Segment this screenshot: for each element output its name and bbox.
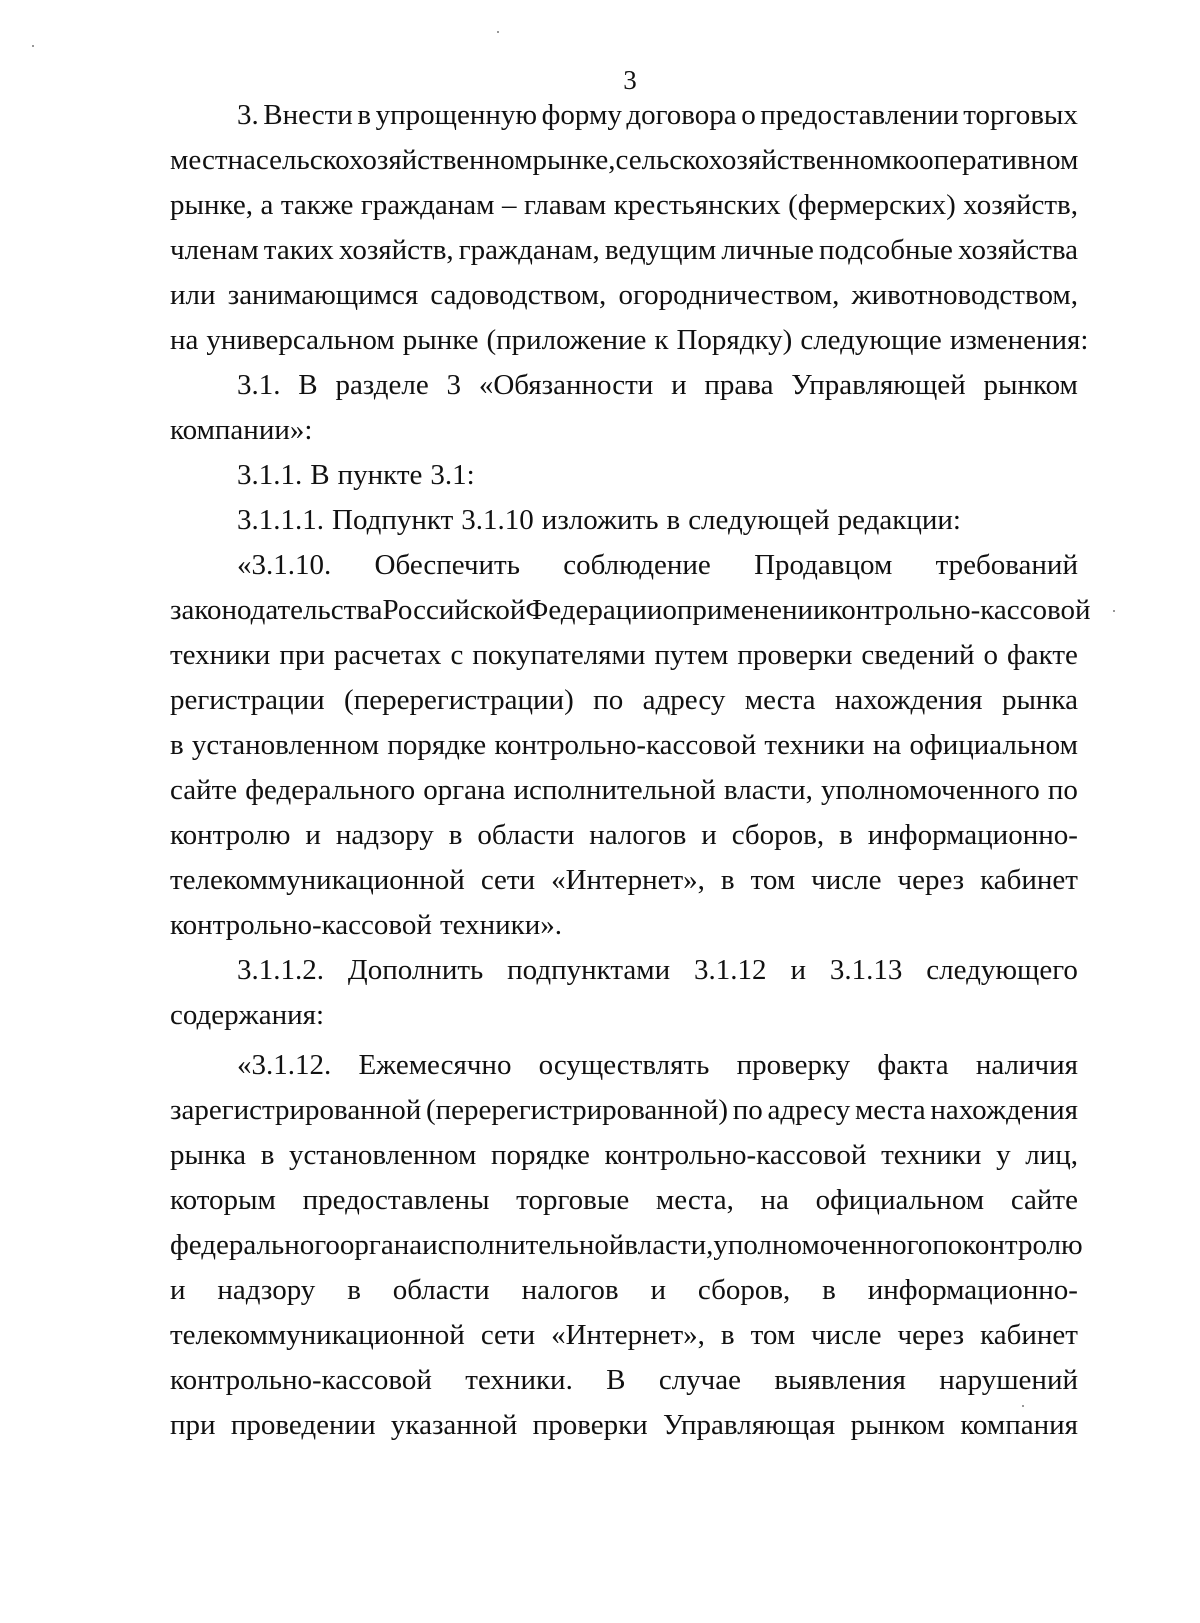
word: рынком — [850, 1409, 945, 1441]
word: изложить — [541, 504, 659, 536]
text-line — [170, 592, 1091, 628]
word: факте — [1007, 639, 1078, 671]
word: Федерации — [525, 594, 663, 626]
scan-speck — [1113, 610, 1115, 612]
word: с — [450, 639, 464, 671]
word: изменения: — [949, 324, 1089, 356]
word: надзору — [217, 1274, 316, 1306]
word: в — [822, 1274, 836, 1306]
word: техники — [881, 1139, 982, 1171]
word: контрольно-кассовой — [604, 1139, 867, 1171]
word: (фермерских) — [788, 189, 956, 221]
word: расчетах — [333, 639, 442, 671]
word: указанной — [390, 1409, 518, 1441]
word: надзору — [335, 819, 434, 851]
word: садоводством, — [430, 279, 607, 311]
word: упрощенную — [375, 99, 538, 131]
text-line — [170, 142, 1078, 178]
word: контрольно-кассовой — [170, 909, 432, 941]
word: том — [750, 1319, 796, 1351]
word: «Интернет», — [551, 1319, 705, 1351]
word: сборов, — [697, 1274, 791, 1306]
word: сети — [480, 1319, 536, 1351]
word: сведений — [861, 639, 975, 671]
text-line — [170, 187, 1078, 223]
word: нарушений — [939, 1364, 1078, 1396]
word: содержания: — [170, 999, 325, 1031]
word: Дополнить — [347, 954, 484, 986]
word: через — [897, 1319, 965, 1351]
word: телекоммуникационной — [170, 1319, 465, 1351]
word: покупателями — [472, 639, 646, 671]
word: соблюдение — [563, 549, 711, 581]
word: применении — [676, 594, 829, 626]
word: форму — [541, 99, 622, 131]
word: телекоммуникационной — [170, 864, 465, 896]
word: информационно- — [867, 1274, 1078, 1306]
word: контрольно-кассовой — [494, 729, 757, 761]
word: Продавцом — [754, 549, 893, 581]
word: проверку — [736, 1049, 851, 1081]
word: места, — [655, 1184, 734, 1216]
word: по — [593, 684, 624, 716]
word: сайте — [170, 774, 238, 806]
scan-speck — [497, 31, 499, 33]
word: о — [741, 99, 756, 131]
word: 3.1.12 — [694, 954, 767, 986]
word: и — [305, 819, 321, 851]
word: занимающимся — [227, 279, 419, 311]
word: уполномоченного — [820, 774, 1040, 806]
word: «3.1.10. — [237, 549, 332, 581]
text-line — [170, 277, 1078, 313]
word: предоставлены — [302, 1184, 490, 1216]
word: В — [310, 459, 330, 491]
word: 3.1.1. — [237, 459, 303, 491]
word: исполнительной — [513, 774, 716, 806]
word: огородничеством, — [618, 279, 840, 311]
word: в — [720, 1319, 735, 1351]
word: сельскохозяйственном — [255, 144, 533, 176]
word: техники — [764, 729, 865, 761]
word: торговые — [516, 1184, 630, 1216]
word: сборов, — [731, 819, 825, 851]
word: животноводством, — [851, 279, 1078, 311]
text-line — [170, 682, 1078, 718]
text-line — [170, 1227, 1083, 1263]
text-line — [170, 907, 570, 943]
word: адресу — [642, 684, 726, 716]
text-line — [170, 817, 1078, 853]
word: контролю — [962, 1229, 1083, 1261]
word: рынке, — [170, 189, 253, 221]
word: органа — [423, 774, 506, 806]
word: пункте — [337, 459, 423, 491]
word: том — [750, 864, 796, 896]
word: «3.1.12. — [237, 1049, 332, 1081]
word: числе — [811, 1319, 882, 1351]
text-line — [170, 1182, 1078, 1218]
word: контрольно-кассовой — [828, 594, 1091, 626]
word: ведущим — [604, 234, 717, 266]
word: на — [170, 324, 199, 356]
word: к — [654, 324, 669, 356]
word: права — [704, 369, 774, 401]
word: торговых — [963, 99, 1078, 131]
word: при — [170, 1409, 216, 1441]
word: официальном — [909, 729, 1078, 761]
word: 3.1: — [430, 459, 475, 491]
scan-speck — [1022, 1405, 1024, 1407]
text-line — [170, 412, 320, 448]
word: (перерегистрированной) — [426, 1094, 729, 1126]
text-line — [237, 952, 1078, 988]
text-line — [170, 1407, 1078, 1443]
word: зарегистрированной — [170, 1094, 422, 1126]
word: уполномоченного — [713, 1229, 933, 1261]
word: регистрации — [170, 684, 325, 716]
text-line — [237, 547, 1078, 583]
text-line — [237, 97, 1078, 133]
word: порядке — [491, 1139, 590, 1171]
word: требований — [935, 549, 1078, 581]
word: техники — [170, 639, 271, 671]
word: «Интернет», — [551, 864, 705, 896]
word: главам — [523, 189, 607, 221]
word: следующей — [688, 504, 830, 536]
text-line — [170, 727, 1078, 763]
word: на — [872, 729, 902, 761]
word: контролю — [170, 819, 291, 851]
word: личные — [721, 234, 814, 266]
text-line — [237, 1047, 1078, 1083]
text-line — [170, 1137, 1078, 1173]
word: установленном — [289, 1139, 477, 1171]
word: также — [280, 189, 354, 221]
word: в — [448, 819, 463, 851]
word: Порядку) — [676, 324, 793, 356]
word: Управляющая — [663, 1409, 836, 1441]
word: Управляющей — [791, 369, 966, 401]
word: гражданам — [360, 189, 495, 221]
word: проведении — [230, 1409, 376, 1441]
word: и — [170, 1274, 186, 1306]
word: таких — [263, 234, 334, 266]
word: 3.1.10 — [461, 504, 534, 536]
word: нахождения — [834, 684, 983, 716]
text-line — [170, 322, 1096, 358]
word: компания — [960, 1409, 1078, 1441]
word: о — [662, 594, 677, 626]
word: по — [732, 1094, 763, 1126]
text-line — [170, 772, 1078, 808]
text-line — [170, 1317, 1078, 1353]
word: в — [357, 99, 372, 131]
word: 3.1. — [237, 369, 281, 401]
word: установленном — [191, 729, 380, 761]
word: числе — [811, 864, 882, 896]
word: по — [1047, 774, 1078, 806]
word: через — [897, 864, 965, 896]
word: в — [666, 504, 681, 536]
word: разделе — [335, 369, 429, 401]
word: (приложение — [486, 324, 647, 356]
text-line — [170, 997, 332, 1033]
word: исполнительной — [422, 1229, 625, 1261]
word: хозяйств, — [338, 234, 454, 266]
word: лиц, — [1025, 1139, 1078, 1171]
text-line — [170, 1362, 1078, 1398]
word: Подпункт — [332, 504, 454, 536]
word: Внести — [263, 99, 353, 131]
word: на — [227, 144, 256, 176]
word: В — [298, 369, 318, 401]
word: на — [760, 1184, 789, 1216]
word: места — [744, 684, 816, 716]
word: хозяйства — [958, 234, 1078, 266]
text-line — [170, 1092, 1078, 1128]
word: путем — [654, 639, 729, 671]
word: и — [701, 819, 717, 851]
word: Ежемесячно — [358, 1049, 512, 1081]
word: информационно- — [867, 819, 1078, 851]
text-line — [237, 367, 1078, 403]
word: кооперативном — [892, 144, 1079, 176]
word: органа — [339, 1229, 423, 1261]
word: законодательства — [170, 594, 383, 626]
word: 3 — [446, 369, 462, 401]
word: (перерегистрации) — [344, 684, 574, 716]
word: подсобные — [818, 234, 953, 266]
word: налогов — [521, 1274, 619, 1306]
word: наличия — [975, 1049, 1078, 1081]
word: или — [170, 279, 216, 311]
word: и — [790, 954, 806, 986]
word: места — [854, 1094, 926, 1126]
word: по — [932, 1229, 963, 1261]
word: которым — [170, 1184, 276, 1216]
word: редакции: — [837, 504, 961, 536]
word: у — [996, 1139, 1011, 1171]
word: порядке — [387, 729, 487, 761]
word: Российской — [382, 594, 526, 626]
word: гражданам, — [458, 234, 600, 266]
word: рынке — [402, 324, 479, 356]
word: 3. — [237, 99, 259, 131]
word: техники». — [439, 909, 562, 941]
word: области — [477, 819, 575, 851]
word: о — [983, 639, 998, 671]
word: случае — [658, 1364, 741, 1396]
word: факта — [877, 1049, 949, 1081]
word: подпунктами — [507, 954, 671, 986]
text-line — [237, 457, 483, 493]
word: 3.1.1.2. — [237, 954, 324, 986]
text-line — [170, 232, 1078, 268]
word: универсальном — [206, 324, 395, 356]
word: сельскохозяйственном — [615, 144, 893, 176]
word: в — [720, 864, 735, 896]
word: кабинет — [980, 1319, 1078, 1351]
word: 3.1.1.1. — [237, 504, 324, 536]
word: власти, — [624, 1229, 714, 1261]
word: мест — [170, 144, 228, 176]
text-line — [170, 637, 1078, 673]
word: и — [650, 1274, 666, 1306]
word: сайте — [1010, 1184, 1078, 1216]
word: договора — [626, 99, 737, 131]
word: следующего — [926, 954, 1078, 986]
word: а — [260, 189, 274, 221]
word: рынка — [170, 1139, 247, 1171]
word: сети — [480, 864, 536, 896]
word: осуществлять — [538, 1049, 710, 1081]
word: федерального — [170, 1229, 340, 1261]
word: официальном — [815, 1184, 985, 1216]
word: области — [392, 1274, 490, 1306]
word: нахождения — [930, 1094, 1078, 1126]
word: федерального — [245, 774, 416, 806]
word: техники. — [465, 1364, 573, 1396]
word: рынком — [983, 369, 1078, 401]
word: в — [839, 819, 853, 851]
word: проверки — [532, 1409, 648, 1441]
page-number: 3 — [623, 65, 637, 95]
text-line — [237, 502, 969, 538]
word: членам — [170, 234, 259, 266]
word: «Обязанности — [478, 369, 654, 401]
word: рынке, — [532, 144, 616, 176]
word: В — [606, 1364, 626, 1396]
word: адресу — [767, 1094, 851, 1126]
word: проверки — [737, 639, 853, 671]
text-line — [170, 1272, 1078, 1308]
word: кабинет — [980, 864, 1078, 896]
word: в — [347, 1274, 361, 1306]
scan-speck — [32, 45, 34, 47]
word: крестьянских — [613, 189, 781, 221]
word: 3.1.13 — [829, 954, 903, 986]
word: следующие — [800, 324, 942, 356]
word: предоставлении — [760, 99, 959, 131]
word: контрольно-кассовой — [170, 1364, 432, 1396]
word: хозяйств, — [963, 189, 1078, 221]
word: Обеспечить — [374, 549, 520, 581]
word: выявления — [774, 1364, 906, 1396]
word: при — [279, 639, 325, 671]
word: компании»: — [170, 414, 313, 446]
word: рынка — [1001, 684, 1078, 716]
text-line — [170, 862, 1078, 898]
word: в — [260, 1139, 275, 1171]
word: в — [170, 729, 184, 761]
word: налогов — [589, 819, 687, 851]
word: и — [671, 369, 687, 401]
word: власти, — [723, 774, 813, 806]
word: – — [502, 189, 517, 221]
